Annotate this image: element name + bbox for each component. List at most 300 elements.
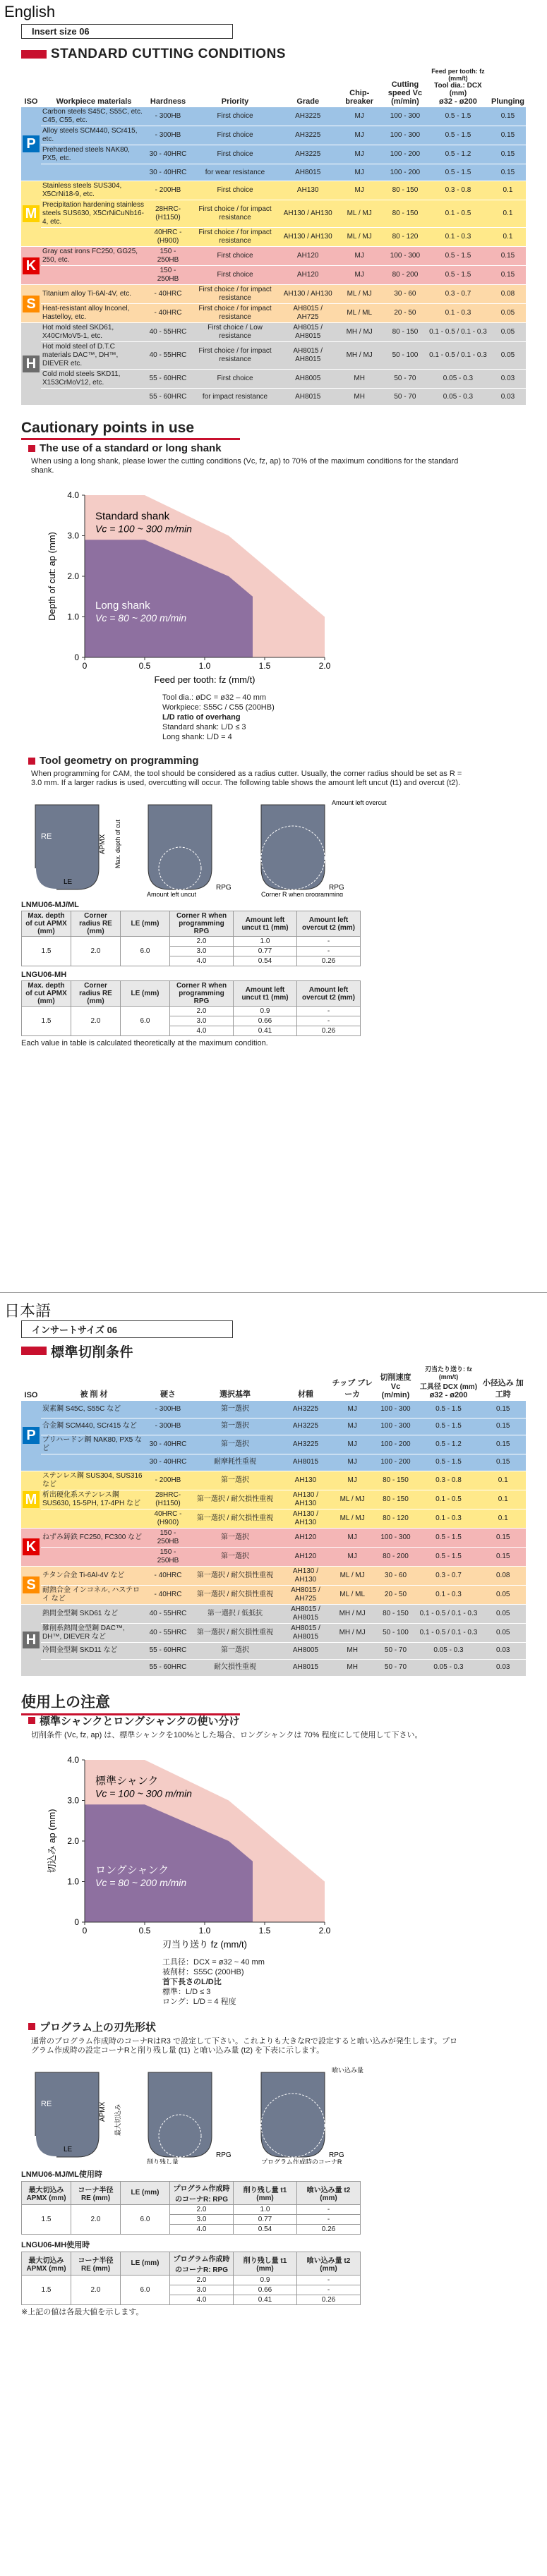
iso-letter: H [23, 1632, 40, 1648]
geo-cell: 0.66 [234, 2285, 297, 2295]
iso-letter: S [23, 1576, 40, 1593]
label-standard-vc: Vc = 100 ~ 300 m/min [95, 1787, 192, 1799]
geo-subheader [0, 2017, 547, 2037]
cell-hardness: - 200HB [147, 181, 189, 200]
info-ld-long: Long shank: L/D = 4 [162, 733, 232, 741]
geo-re: 2.0 [71, 2204, 121, 2234]
cell-material: 熱間金型鋼 SKD61 など [41, 1604, 147, 1623]
geo-cell: 1.0 [234, 2204, 297, 2214]
geo-th: プログラム作成時のコーナR: RPG [170, 2252, 234, 2275]
info-ld-standard: 標準：L/D ≤ 3 [162, 1987, 211, 1996]
geo-apmx: 1.5 [22, 2275, 71, 2304]
cell-priority: 第一選択 / 低抵抗 [189, 1604, 281, 1623]
th-dia: 工具径 DCX (mm) [419, 1383, 478, 1391]
geo-cell: - [297, 2214, 361, 2224]
cell-fz: 0.3 - 0.8 [426, 181, 490, 200]
cell-priority: 第一選択 / 耐欠損性重視 [189, 1566, 281, 1585]
geo-cell: 0.41 [234, 1026, 297, 1036]
insert-size-tag: インサートサイズ 06 [21, 1320, 233, 1338]
cell-hardness: - 300HB [147, 1418, 189, 1435]
label-le: LE [64, 2145, 73, 2153]
cell-material: Carbon steels S45C, S55C, etc. C45, C55, etc. [41, 107, 147, 126]
cell-plunging: 0.15 [490, 247, 526, 266]
geo-title: Tool geometry on programming [40, 755, 199, 767]
cell-plunging: 0.15 [480, 1401, 526, 1418]
cell-plunging: 0.1 [480, 1490, 526, 1509]
table-row [21, 1623, 526, 1642]
table-row [21, 266, 526, 285]
info-workpiece: Workpiece: S55C / C55 (200HB) [162, 703, 275, 712]
th-feed-label: 刃当たり送り: fz (mm/t) [424, 1366, 472, 1380]
table-row [21, 145, 526, 164]
cell-fz: 0.05 - 0.3 [426, 389, 490, 406]
cell-priority: First choice [189, 370, 281, 389]
caution-header [0, 415, 547, 439]
cell-hardness: 40 - 55HRC [147, 323, 189, 342]
cell-plunging: 0.05 [480, 1623, 526, 1642]
geometry-tables [0, 2164, 547, 2305]
cell-hardness: 40HRC - (H900) [147, 228, 189, 247]
cell-plunging: 0.15 [490, 107, 526, 126]
cell-fz: 0.5 - 1.5 [426, 266, 490, 285]
info-ld-long: ロング：L/D = 4 程度 [162, 1997, 236, 2006]
cell-chipbreaker: MJ [330, 1418, 375, 1435]
caution-title: Cautionary points in use [21, 420, 195, 436]
x-tick-label: 0 [82, 1925, 88, 1936]
cell-fz: 0.1 - 0.5 / 0.1 - 0.3 [416, 1623, 480, 1642]
cell-plunging: 0.15 [490, 145, 526, 164]
geo-th: Corner radius RE (mm) [71, 911, 121, 937]
cell-grade: AH8005 [281, 1642, 330, 1659]
geo-table-header [22, 2252, 361, 2275]
cell-material: Gray cast irons FC250, GG25, 250, etc. [41, 247, 147, 266]
cell-priority: 第一選択 [189, 1418, 281, 1435]
table-row [21, 164, 526, 181]
cell-priority: for impact resistance [189, 389, 281, 406]
th-grade: 材種 [297, 1390, 313, 1399]
geo-table [21, 2252, 361, 2305]
table-row [21, 1509, 526, 1528]
geo-cell: 4.0 [170, 2295, 234, 2304]
cell-plunging: 0.15 [480, 1454, 526, 1471]
label-rpg-right: RPG [329, 884, 344, 892]
iso-letter: M [23, 1491, 40, 1508]
cell-vc: 80 - 150 [384, 181, 426, 200]
table-row [21, 1547, 526, 1566]
cell-vc: 100 - 200 [374, 1454, 416, 1471]
cell-priority: First choice [189, 266, 281, 285]
label-long-vc: Vc = 80 ~ 200 m/min [95, 1876, 187, 1888]
cell-chipbreaker: ML / MJ [330, 1509, 375, 1528]
y-tick-label: 2.0 [67, 1835, 79, 1846]
cell-vc: 80 - 150 [374, 1604, 416, 1623]
x-tick-label: 0.5 [138, 1925, 151, 1936]
table-row [21, 342, 526, 370]
geo-table-title: LNMU06-MJ/ML使用時 [21, 2170, 102, 2179]
cell-material [41, 164, 147, 181]
cell-grade: AH130 [281, 1471, 330, 1490]
geo-th: Corner R when programming RPG [170, 911, 234, 937]
cell-plunging: 0.03 [480, 1642, 526, 1659]
cell-vc: 80 - 200 [374, 1547, 416, 1566]
cell-grade: AH130 / AH130 [281, 228, 335, 247]
iso-cell [21, 1471, 41, 1528]
table-row [21, 247, 526, 266]
cell-priority: First choice [189, 181, 281, 200]
insert-shape-right [261, 2072, 325, 2157]
tool-geometry-diagram [21, 2058, 547, 2164]
cell-vc: 100 - 200 [384, 164, 426, 181]
geo-re: 2.0 [71, 1007, 121, 1036]
info-ld-title: L/D ratio of overhang [162, 713, 241, 722]
cell-plunging: 0.03 [490, 370, 526, 389]
label-cornerR: Corner R when programming [261, 891, 344, 897]
cell-priority: First choice [189, 107, 281, 126]
geo-cell: 3.0 [170, 947, 234, 956]
cell-vc: 50 - 70 [374, 1659, 416, 1676]
cell-vc: 20 - 50 [384, 304, 426, 323]
cell-material: Alloy steels SCM440, SCr415, etc. [41, 126, 147, 145]
th-dia: Tool dia.: DCX (mm) [434, 82, 482, 97]
cell-fz: 0.5 - 1.2 [416, 1435, 480, 1454]
cell-vc: 100 - 200 [374, 1435, 416, 1454]
iso-letter: M [23, 205, 40, 222]
cell-grade: AH8015 / AH8015 [281, 1623, 330, 1642]
cell-vc: 80 - 150 [374, 1471, 416, 1490]
cell-chipbreaker: MJ [335, 247, 384, 266]
table-row [21, 1566, 526, 1585]
y-tick-label: 3.0 [67, 530, 79, 541]
geo-cell: - [297, 947, 361, 956]
geo-th: コーナ半径 RE (mm) [71, 2252, 121, 2275]
cell-chipbreaker: MJ [330, 1454, 375, 1471]
cell-chipbreaker: MJ [335, 181, 384, 200]
square-bullet [28, 758, 35, 765]
cell-chipbreaker: MJ [330, 1528, 375, 1547]
cell-plunging: 0.1 [480, 1471, 526, 1490]
cell-hardness: - 40HRC [147, 304, 189, 323]
cell-grade: AH130 / AH130 [281, 200, 335, 228]
cell-material: Stainless steels SUS304, X5CrNi18-9, etc. [41, 181, 147, 200]
table-row [21, 389, 526, 406]
cell-grade: AH130 / AH130 [281, 285, 335, 304]
tool-geometry-diagram [21, 791, 547, 897]
cell-priority: 第一選択 / 耐欠損性重視 [189, 1585, 281, 1604]
cell-grade: AH8005 [281, 370, 335, 389]
table-row [21, 1528, 526, 1547]
table-body [21, 1401, 526, 1676]
cell-vc: 100 - 300 [374, 1401, 416, 1418]
cell-material: 析出硬化系ステンレス鋼 SUS630, 15-5PH, 17-4PH など [41, 1490, 147, 1509]
cell-hardness: 150 - 250HB [147, 247, 189, 266]
geo-cell: 3.0 [170, 2285, 234, 2295]
label-long: Long shank [95, 600, 150, 612]
cell-plunging: 0.05 [480, 1585, 526, 1604]
table-row [21, 1435, 526, 1454]
square-bullet [28, 2023, 35, 2030]
geo-cell: 0.54 [234, 2224, 297, 2234]
cell-plunging: 0.15 [480, 1528, 526, 1547]
cell-plunging: 0.03 [490, 389, 526, 406]
cell-hardness: 28HRC- (H1150) [147, 200, 189, 228]
cell-vc: 100 - 200 [384, 145, 426, 164]
geo-cell: - [297, 1007, 361, 1016]
cell-chipbreaker: MH [330, 1642, 375, 1659]
cell-chipbreaker: ML / ML [330, 1585, 375, 1604]
cell-chipbreaker: MJ [330, 1547, 375, 1566]
cell-material: Precipitation hardening stainless steels SUS630, X5CrNiCuNb16-4, etc. [41, 200, 147, 228]
cell-fz: 0.5 - 1.5 [426, 107, 490, 126]
footnote: ※上記の値は各最大値を示します。 [21, 2307, 144, 2316]
iso-letter: P [23, 1427, 40, 1444]
cell-hardness: - 40HRC [147, 1585, 189, 1604]
cell-hardness: 55 - 60HRC [147, 370, 189, 389]
chart-info [0, 1957, 547, 2007]
geo-th: Amount left uncut t1 (mm) [234, 911, 297, 937]
geo-cell: 0.26 [297, 956, 361, 966]
cell-material: 難削系熱間金型鋼 DAC™, DH™, DIEVER など [41, 1623, 147, 1642]
cell-plunging: 0.05 [490, 323, 526, 342]
th-dia-range: ø32 - ø200 [439, 97, 477, 106]
th-iso: ISO [24, 97, 38, 106]
geo-apmx: 1.5 [22, 1007, 71, 1036]
caution-title: 使用上の注意 [21, 1694, 110, 1711]
section-header [0, 1339, 547, 1363]
cell-fz: 0.05 - 0.3 [416, 1642, 480, 1659]
th-feed-label: Feed per tooth: fz (mm/t) [431, 68, 485, 82]
info-tool-dia: 工具径：DCX = ø32 ~ 40 mm [162, 1957, 265, 1967]
cell-material: Cold mold steels SKD11, X153CrMoV12, etc. [41, 370, 147, 389]
cell-grade: AH8015 [281, 1659, 330, 1676]
cell-hardness: 55 - 60HRC [147, 1659, 189, 1676]
geo-th: 喰い込み量 t2 (mm) [297, 2252, 361, 2275]
iso-cell [21, 181, 41, 247]
cell-grade: AH130 / AH130 [281, 1509, 330, 1528]
shank-note: When using a long shank, please lower the cutting conditions (Vc, fz, ap) to 70% of the maximum conditions for the standard shank. [31, 457, 459, 475]
th-iso: ISO [24, 1391, 38, 1399]
cell-chipbreaker: MH / MJ [335, 323, 384, 342]
cell-vc: 100 - 300 [384, 247, 426, 266]
label-rpg-mid: RPG [216, 884, 232, 892]
geo-cell: 0.26 [297, 2295, 361, 2304]
geo-cell: 0.77 [234, 947, 297, 956]
cell-priority: First choice [189, 247, 281, 266]
geo-cell: - [297, 2285, 361, 2295]
cell-plunging: 0.15 [480, 1418, 526, 1435]
iso-letter: H [23, 356, 40, 372]
cell-plunging: 0.1 [490, 181, 526, 200]
geo-le: 6.0 [121, 1007, 170, 1036]
th-vc: 切削速度 Vc (m/min) [380, 1373, 411, 1399]
cell-priority: First choice / Low resistance [189, 323, 281, 342]
cell-chipbreaker: MJ [330, 1435, 375, 1454]
cell-grade: AH8015 / AH8015 [281, 342, 335, 370]
cell-material: ステンレス鋼 SUS304, SUS316 など [41, 1471, 147, 1490]
geo-cell: 4.0 [170, 2224, 234, 2234]
table-row [22, 2275, 361, 2285]
shank-subheader [0, 1711, 547, 1731]
iso-cell [21, 285, 41, 323]
geo-le: 6.0 [121, 2275, 170, 2304]
y-tick-label: 0 [74, 652, 79, 662]
section-header [0, 42, 547, 66]
cell-plunging: 0.15 [490, 126, 526, 145]
shank-chart [42, 1746, 339, 1957]
geo-cell: - [297, 1016, 361, 1026]
geo-th: Corner R when programming RPG [170, 981, 234, 1007]
cell-fz: 0.1 - 0.3 [426, 304, 490, 323]
geo-table-title: LNGU06-MH使用時 [21, 2240, 90, 2249]
cell-material: 冷間金型鋼 SKD11 など [41, 1642, 147, 1659]
geo-th: Corner radius RE (mm) [71, 981, 121, 1007]
cell-hardness: 40HRC - (H900) [147, 1509, 189, 1528]
geo-note: 通常のプログラム作成時のコーナRはR3 で設定して下さい。これよりも大きなRで設定すると喰い込みが発生します。プログラム作成時の設定コーナRと削り残し量 (t1) と喰い込み量 (t2) を下表に示します。 [31, 2036, 458, 2055]
geo-re: 2.0 [71, 2275, 121, 2304]
cell-hardness: 40 - 55HRC [147, 342, 189, 370]
table-row [21, 370, 526, 389]
cell-grade: AH8015 [281, 164, 335, 181]
cell-plunging: 0.05 [480, 1604, 526, 1623]
th-feed [426, 66, 490, 107]
cell-chipbreaker: ML / MJ [330, 1566, 375, 1585]
cell-chipbreaker: MJ [330, 1401, 375, 1418]
th-priority: Priority [221, 97, 249, 106]
geo-th: LE (mm) [121, 2181, 170, 2204]
cell-grade: AH120 [281, 266, 335, 285]
geo-subheader [0, 752, 547, 770]
cell-hardness: 150 - 250HB [147, 1528, 189, 1547]
table-row [22, 937, 361, 947]
th-hardness: Hardness [150, 97, 186, 106]
y-axis-title: 切込み ap (mm) [47, 1808, 57, 1873]
cell-priority: 第一選択 / 耐欠損性重視 [189, 1490, 281, 1509]
cell-fz: 0.5 - 1.5 [426, 247, 490, 266]
language-label: 日本語 [4, 1302, 52, 1320]
geo-apmx: 1.5 [22, 937, 71, 966]
geo-cell: 3.0 [170, 1016, 234, 1026]
table-row [21, 200, 526, 228]
geo-table-title: LNMU06-MJ/ML [21, 901, 79, 909]
geo-th: 喰い込み量 t2 (mm) [297, 2181, 361, 2204]
geo-title: プログラム上の刃先形状 [40, 2021, 156, 2034]
cell-grade: AH130 [281, 181, 335, 200]
cell-priority: First choice [189, 145, 281, 164]
x-tick-label: 2.0 [318, 1925, 331, 1936]
cell-hardness: 40 - 55HRC [147, 1623, 189, 1642]
label-rpg-right: RPG [329, 2151, 344, 2159]
geo-note: When programming for CAM, the tool should be considered as a radius cutter. Usually, the corner radius should be set as R = 3.0 mm. If a larger radius is used, overcutting will occur. The following table shows the amount left uncut (t1) and overcut (t2). [31, 770, 462, 787]
geo-th: Max. depth of cut APMX (mm) [22, 981, 71, 1007]
cell-fz: 0.05 - 0.3 [426, 370, 490, 389]
cell-plunging: 0.15 [480, 1547, 526, 1566]
table-row [21, 228, 526, 247]
cell-hardness: - 300HB [147, 107, 189, 126]
cell-fz: 0.3 - 0.7 [426, 285, 490, 304]
cell-priority: 耐摩耗性重視 [189, 1454, 281, 1471]
th-dia-range: ø32 - ø200 [429, 1391, 468, 1399]
table-row [22, 1007, 361, 1016]
cell-hardness: 55 - 60HRC [147, 1642, 189, 1659]
geometry-svg [21, 2058, 515, 2164]
cell-priority: 第一選択 [189, 1547, 281, 1566]
geo-table-header [22, 981, 361, 1007]
th-chip: チップ ブレーカ [332, 1379, 373, 1399]
table-row [21, 181, 526, 200]
language-label: English [4, 3, 56, 20]
iso-cell [21, 323, 41, 406]
cell-material: チタン合金 Ti-6Al-4V など [41, 1566, 147, 1585]
y-tick-label: 1.0 [67, 612, 79, 622]
cell-grade: AH3225 [281, 107, 335, 126]
label-maxdepth: Max. depth of cut [114, 819, 121, 868]
geo-table [21, 2181, 361, 2235]
cell-vc: 100 - 300 [374, 1418, 416, 1435]
accent-bar [21, 50, 47, 59]
cell-priority: 第一選択 [189, 1642, 281, 1659]
cell-plunging: 0.08 [480, 1566, 526, 1585]
label-re: RE [41, 2099, 52, 2108]
table-row [21, 107, 526, 126]
th-plunging: Plunging [491, 97, 524, 106]
x-tick-label: 1.0 [198, 661, 211, 671]
cell-material [41, 228, 147, 247]
cell-fz: 0.5 - 1.5 [426, 126, 490, 145]
iso-cell [21, 1401, 41, 1471]
cell-vc: 50 - 100 [384, 342, 426, 370]
label-standard-vc: Vc = 100 ~ 300 m/min [95, 523, 192, 535]
japanese-section [0, 1296, 547, 2573]
cell-chipbreaker: MJ [335, 107, 384, 126]
label-apmx: APMX [99, 834, 107, 854]
geo-th: LE (mm) [121, 981, 170, 1007]
cell-grade: AH120 [281, 247, 335, 266]
cell-fz: 0.5 - 1.5 [416, 1547, 480, 1566]
cell-hardness: 40 - 55HRC [147, 1604, 189, 1623]
cell-fz: 0.5 - 1.5 [416, 1528, 480, 1547]
shank-title: The use of a standard or long shank [40, 442, 222, 454]
insert-size-tag: Insert size 06 [21, 24, 233, 39]
cell-chipbreaker: MH [335, 370, 384, 389]
cell-material: 耐熱合金 インコネル, ハステロイ など [41, 1585, 147, 1604]
cell-vc: 50 - 70 [384, 389, 426, 406]
cell-grade: AH130 / AH130 [281, 1490, 330, 1509]
geo-th: 削り残し量 t1 (mm) [234, 2181, 297, 2204]
cell-material [41, 1509, 147, 1528]
label-standard: Standard shank [95, 510, 170, 523]
cell-grade: AH8015 [281, 1454, 330, 1471]
label-uncut: Amount left uncut [147, 891, 197, 897]
caution-header [0, 1687, 547, 1711]
iso-cell [21, 247, 41, 285]
cell-hardness: 30 - 40HRC [147, 164, 189, 181]
cell-plunging: 0.1 [490, 228, 526, 247]
cell-plunging: 0.03 [480, 1659, 526, 1676]
y-tick-label: 4.0 [67, 490, 79, 500]
th-workpiece: 被 削 材 [80, 1390, 108, 1399]
geo-cell: 2.0 [170, 1007, 234, 1016]
cell-chipbreaker: MH [330, 1659, 375, 1676]
cell-chipbreaker: ML / MJ [330, 1490, 375, 1509]
shank-note: 切削条件 (Vc, fz, ap) は、標準シャンクを100%とした場合、ロングシャンクは 70% 程度にして使用して下さい。 [31, 1730, 423, 1739]
cell-grade: AH130 / AH130 [281, 1566, 330, 1585]
cell-plunging: 0.15 [480, 1435, 526, 1454]
table-row [21, 1454, 526, 1471]
cell-priority: 第一選択 / 耐欠損性重視 [189, 1509, 281, 1528]
table-row [21, 1418, 526, 1435]
cell-grade: AH3225 [281, 1435, 330, 1454]
table-row [21, 1659, 526, 1676]
cell-grade: AH3225 [281, 1401, 330, 1418]
